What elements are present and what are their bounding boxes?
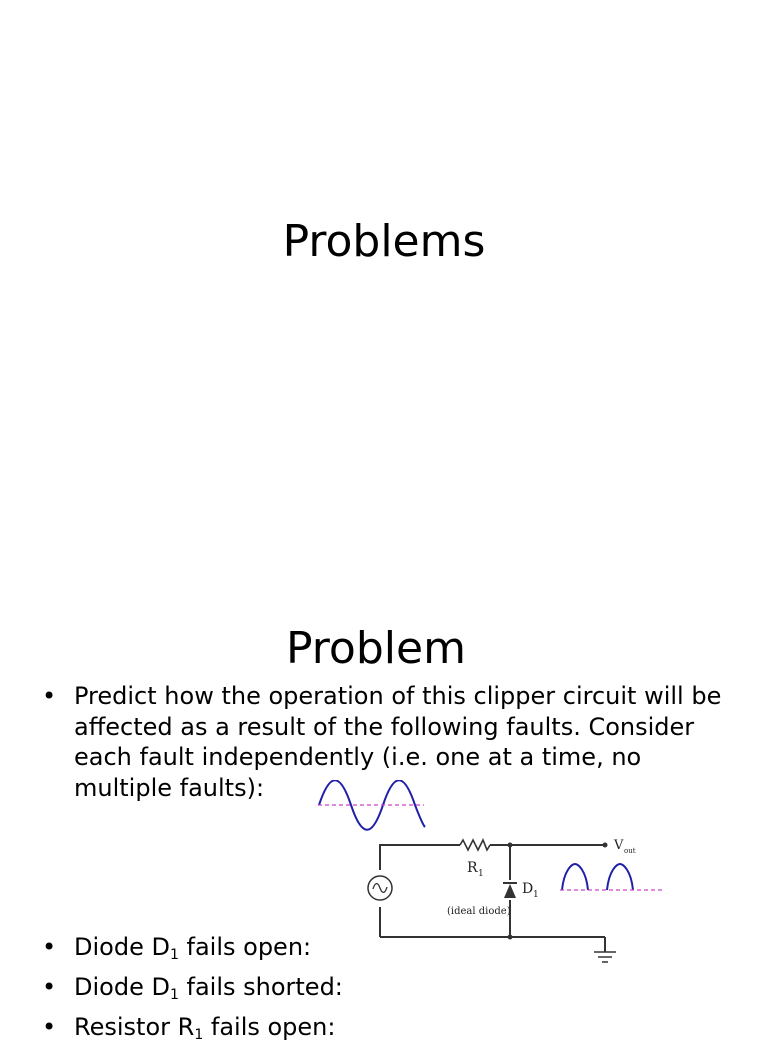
slide-title-problems: Problems <box>282 216 486 267</box>
diode-note: (ideal diode) <box>447 906 511 917</box>
diode-d1 <box>447 881 539 917</box>
fault-suffix: fails open: <box>203 1013 336 1041</box>
fault-suffix: fails shorted: <box>178 973 343 1001</box>
output-waveform <box>560 864 664 890</box>
ac-source <box>368 876 392 900</box>
diode-label-subscript: 1 <box>533 890 539 900</box>
output-label-subscript: out <box>624 847 636 855</box>
fault-bullet-list <box>40 932 740 1052</box>
fault-subscript: 1 <box>169 947 179 963</box>
fault-subscript: 1 <box>169 987 179 1003</box>
slide-title-problem: Problem <box>286 623 466 674</box>
fault-prefix: Resistor R <box>74 1013 195 1041</box>
fault-suffix: fails open: <box>178 933 312 961</box>
resistor-r1 <box>460 840 490 879</box>
resistor-label: R <box>467 860 478 876</box>
fault-prefix: Diode D <box>74 933 170 961</box>
junction-dot-top <box>508 843 513 848</box>
fault-bullet-diode-open <box>40 932 740 963</box>
fault-prefix: Diode D <box>74 973 170 1001</box>
intro-bullet: • Predict how the operation of this clipper circuit will be affected as a result of the following faults. Consider each fault independently (i.e. one at a time, no multiple faults): <box>40 681 740 803</box>
output-terminal-dot <box>603 843 608 848</box>
fault-bullet-diode-shorted <box>40 972 740 1003</box>
fault-bullet-resistor-open <box>40 1012 740 1043</box>
input-waveform <box>318 780 425 830</box>
fault-subscript: 1 <box>194 1027 204 1043</box>
resistor-label-subscript: 1 <box>478 869 484 879</box>
output-label: V <box>614 838 624 853</box>
diode-label: D <box>522 881 534 897</box>
